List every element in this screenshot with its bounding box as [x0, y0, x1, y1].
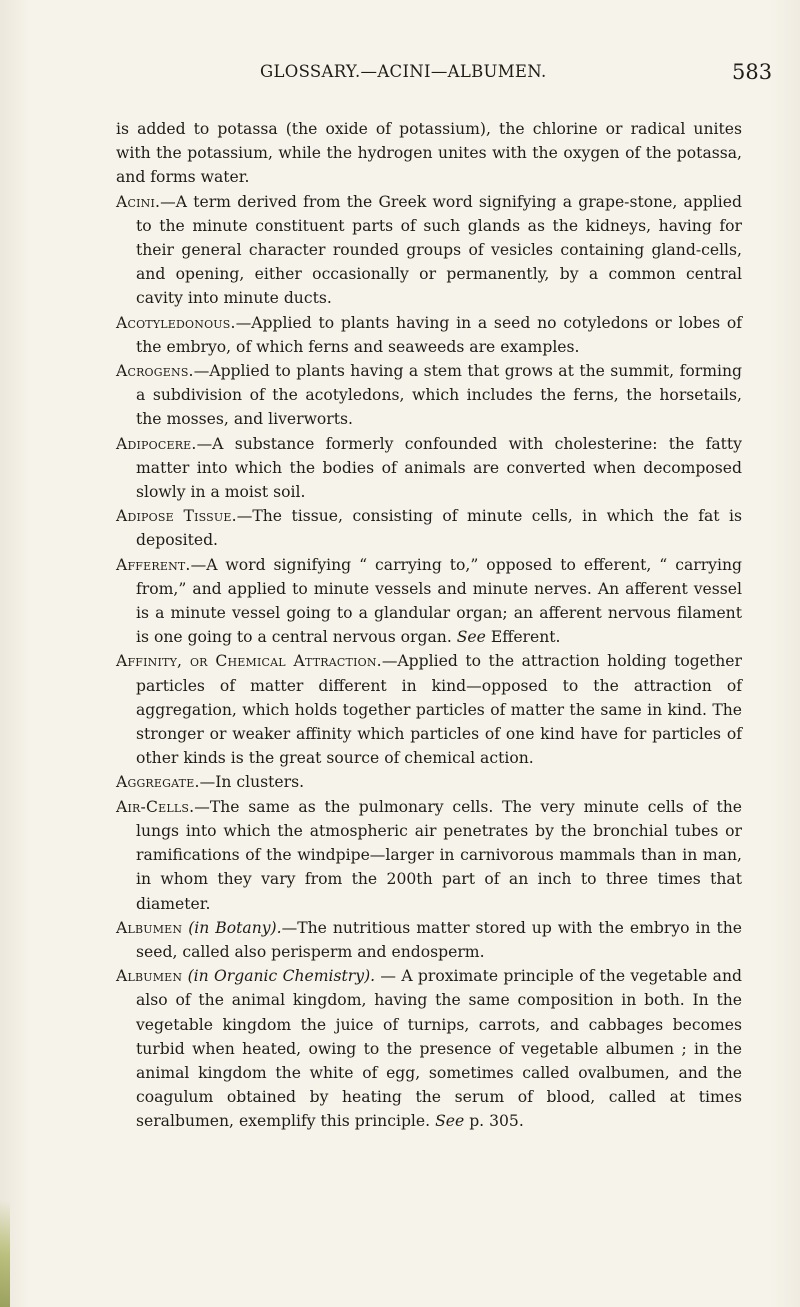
- entry-acrogens: [116, 359, 742, 432]
- entry-term: Acini.: [116, 192, 161, 211]
- page-header: [0, 62, 800, 92]
- entry-term: Afferent.: [116, 555, 191, 574]
- entry-qualifier: (in Botany).: [188, 918, 282, 937]
- entry-term: Albumen: [116, 918, 183, 937]
- entry-albumen-chemistry: [116, 964, 742, 1133]
- entry-definition: —Applied to plants having in a seed no cotyledons or lobes of the embryo, of which ferns and seaweeds are examples.: [136, 313, 742, 356]
- entry-definition: —Applied to the attraction holding together particles of matter different in kind—opposed to the attraction of aggregation, which holds together particles of matter the same in kind. The stronger or weaker affinity which particles of one kind have for particles of other kinds is the great source of chemical action.: [136, 652, 742, 768]
- glossary-text: [116, 117, 742, 1134]
- entry-adipose-tissue: [116, 504, 742, 552]
- entry-term: Acrogens.: [116, 362, 194, 381]
- page-number: 583: [732, 60, 773, 84]
- entry-acotyledonous: [116, 311, 742, 359]
- entry-definition: —A word signifying “ carrying to,” opposed to efferent, “ carrying from,” and applied to minute vessels and minute nerves. An afferent vessel is a minute vessel going to a glandular organ; an afferent nervous filament is one going to a central nervous organ.: [136, 555, 742, 647]
- entry-definition: —Applied to plants having a stem that grows at the summit, forming a subdivision of the acotyledons, which includes the ferns, the horsetails, the mosses, and liverworts.: [136, 362, 742, 429]
- entry-qualifier: (in Organic Chemistry).: [187, 967, 376, 986]
- entry-definition: —The same as the pulmonary cells. The very minute cells of the lungs into which the atmospheric air penetrates by the bronchial tubes or ramifications of the windpipe—larger in carnivorous mammals than in man, in whom they vary from the 200th part of an inch to three times that diameter.: [136, 797, 742, 913]
- entry-afferent: [116, 553, 742, 650]
- see-reference: p. 305.: [469, 1112, 524, 1131]
- entry-definition: —The nutritious matter stored up with the embryo in the seed, called also perisperm and endosperm.: [136, 918, 742, 961]
- entry-definition: —A substance formerly confounded with cholesterine: the fatty matter into which the bodies of animals are converted when decomposed slowly in a moist soil.: [136, 434, 742, 502]
- see-label: See: [435, 1112, 465, 1131]
- entry-term: Aggregate.: [116, 773, 200, 792]
- entry-term: Adipocere.: [116, 434, 197, 453]
- entry-definition: —In clusters.: [199, 773, 305, 792]
- entry-term: Acotyledonous.: [116, 313, 236, 332]
- entry-definition: —A term derived from the Greek word signifying a grape-stone, applied to the minute constituent parts of such glands as the kidneys, having for their general character rounded groups of vesicles containing gland-cells, and opening, either occasionally or permanently, by a common central cavity into minute ducts.: [136, 192, 742, 308]
- entry-albumen-botany: [116, 916, 742, 964]
- see-label: See: [456, 628, 486, 647]
- page-edge-stain: [0, 1200, 10, 1307]
- entry-term: Adipose Tissue.: [116, 507, 237, 526]
- entry-term: Albumen: [116, 967, 183, 986]
- entry-definition: —The tissue, consisting of minute cells, in which the fat is deposited.: [136, 507, 743, 550]
- entry-aggregate: [116, 770, 742, 794]
- entry-acini: [116, 190, 742, 311]
- entry-affinity: [116, 649, 742, 770]
- continued-paragraph: is added to potassa (the oxide of potassium), the chlorine or radical unites with the potassium, while the hydrogen unites with the oxygen of the potassa, and forms water.: [116, 120, 742, 187]
- entry-term: Affinity, or Chemical Attraction.: [116, 652, 382, 671]
- entry-definition: — A proximate principle of the vegetable and also of the animal kingdom, having the same composition in both. In the vegetable kingdom the juice of turnips, carrots, and cabbages becomes turbid when heated, owing to the presence of vegetable albumen ; in the animal kingdom the white of egg, sometimes called ovalbumen, and the coagulum obtained by heating the serum of blood, called at times seralbumen, exemplify this principle.: [136, 967, 743, 1131]
- entry-term: Air-Cells.: [116, 797, 195, 816]
- running-head: GLOSSARY.—ACINI—ALBUMEN.: [260, 62, 547, 81]
- entry-air-cells: [116, 795, 742, 916]
- entry-adipocere: [116, 432, 742, 505]
- see-reference: Efferent.: [490, 628, 561, 647]
